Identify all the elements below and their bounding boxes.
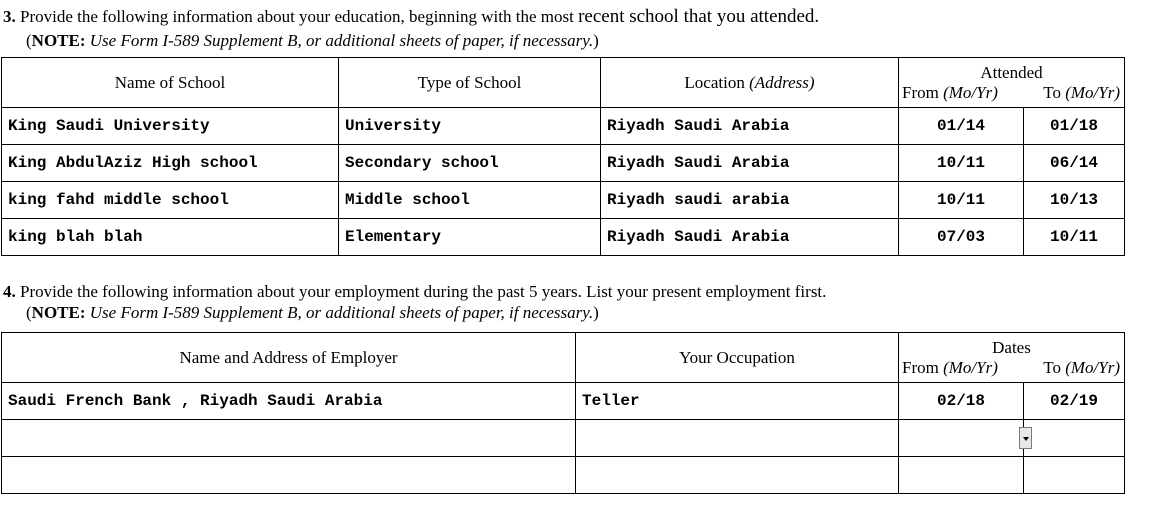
dates-from-field[interactable] — [899, 457, 1024, 494]
school-location-field[interactable]: Riyadh Saudi Arabia — [601, 145, 899, 182]
employer-field[interactable]: Saudi French Bank , Riyadh Saudi Arabia — [2, 383, 576, 420]
section-3-question — [3, 7, 819, 27]
chevron-down-icon — [1023, 437, 1029, 441]
dates-to-field[interactable] — [1024, 457, 1125, 494]
header-attended-to: To (Mo/Yr) — [1043, 82, 1120, 102]
occupation-field[interactable]: Teller — [576, 383, 899, 420]
header-occupation: Your Occupation — [576, 333, 899, 383]
header-dates-from: From (Mo/Yr) — [902, 357, 998, 377]
school-location-field[interactable]: Riyadh Saudi Arabia — [601, 108, 899, 145]
table-row — [2, 219, 1125, 256]
school-type-field[interactable]: Middle school — [339, 182, 601, 219]
dates-from-field[interactable] — [899, 420, 1024, 457]
section-3-note-text: Use Form I-589 Supplement B, or additional sheets of paper, if necessary. — [89, 31, 594, 50]
section-4-note-text: Use Form I-589 Supplement B, or additional sheets of paper, if necessary. — [89, 303, 594, 322]
dates-from-dropdown-button[interactable] — [1019, 427, 1032, 449]
dates-to-field[interactable] — [1024, 420, 1125, 457]
section-4-note-label: NOTE: — [31, 303, 86, 322]
header-dates-to: To (Mo/Yr) — [1043, 357, 1120, 377]
table-row — [2, 108, 1125, 145]
section-4-number: 4. — [3, 282, 16, 301]
section-3-note-label: NOTE: — [31, 31, 86, 50]
header-attended-from: From (Mo/Yr) — [902, 82, 998, 102]
table-row — [2, 383, 1125, 420]
header-location: Location (Address) — [601, 58, 899, 108]
school-name-field[interactable]: King Saudi University — [2, 108, 339, 145]
table-row — [2, 457, 1125, 494]
occupation-field[interactable] — [576, 457, 899, 494]
section-4-text: Provide the following information about your employment during the past 5 years. List your present employment first. — [20, 282, 827, 301]
school-location-field[interactable]: Riyadh Saudi Arabia — [601, 219, 899, 256]
education-header-row — [2, 58, 1125, 108]
employer-field[interactable] — [2, 420, 576, 457]
attended-from-field[interactable]: 10/11 — [899, 145, 1024, 182]
attended-to-field[interactable]: 06/14 — [1024, 145, 1125, 182]
header-attended: Attended From (Mo/Yr) To (Mo/Yr) — [899, 58, 1125, 108]
section-4-note: (NOTE: Use Form I-589 Supplement B, or additional sheets of paper, if necessary.) — [26, 303, 599, 322]
school-name-field[interactable]: King AbdulAziz High school — [2, 145, 339, 182]
section-3-text-cont: recent school that you attended. — [578, 6, 820, 27]
attended-from-field[interactable]: 07/03 — [899, 219, 1024, 256]
header-type-of-school: Type of School — [339, 58, 601, 108]
education-table — [1, 57, 1125, 256]
school-type-field[interactable]: Secondary school — [339, 145, 601, 182]
employment-header-row — [2, 333, 1125, 383]
employer-field[interactable] — [2, 457, 576, 494]
header-name-of-school: Name of School — [2, 58, 339, 108]
school-name-field[interactable]: king fahd middle school — [2, 182, 339, 219]
table-row — [2, 182, 1125, 219]
header-employer: Name and Address of Employer — [2, 333, 576, 383]
section-3-text: Provide the following information about your education, beginning with the most — [20, 7, 574, 26]
attended-to-field[interactable]: 10/13 — [1024, 182, 1125, 219]
employment-table — [1, 332, 1125, 494]
section-3-note: (NOTE: Use Form I-589 Supplement B, or additional sheets of paper, if necessary.) — [26, 31, 599, 50]
dates-to-field[interactable]: 02/19 — [1024, 383, 1125, 420]
table-row — [2, 145, 1125, 182]
attended-to-field[interactable]: 10/11 — [1024, 219, 1125, 256]
attended-from-field[interactable]: 10/11 — [899, 182, 1024, 219]
attended-to-field[interactable]: 01/18 — [1024, 108, 1125, 145]
section-4-question — [3, 282, 826, 302]
occupation-field[interactable] — [576, 420, 899, 457]
attended-from-field[interactable]: 01/14 — [899, 108, 1024, 145]
header-dates: Dates From (Mo/Yr) To (Mo/Yr) — [899, 333, 1125, 383]
school-name-field[interactable]: king blah blah — [2, 219, 339, 256]
section-3-number: 3. — [3, 7, 16, 26]
school-location-field[interactable]: Riyadh saudi arabia — [601, 182, 899, 219]
table-row — [2, 420, 1125, 457]
school-type-field[interactable]: Elementary — [339, 219, 601, 256]
school-type-field[interactable]: University — [339, 108, 601, 145]
dates-from-field[interactable]: 02/18 — [899, 383, 1024, 420]
